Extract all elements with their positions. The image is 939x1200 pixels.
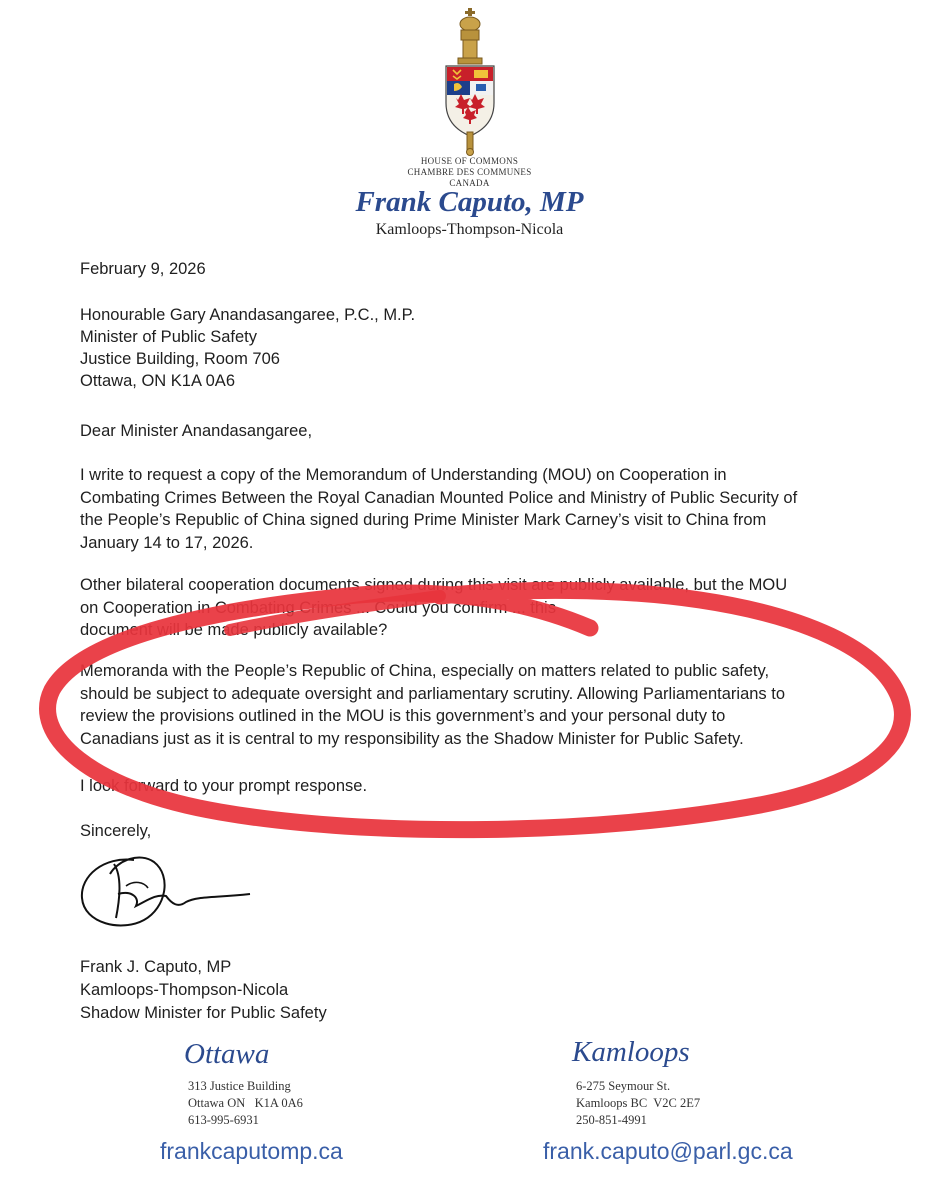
phone-number: 250-851-4991: [576, 1113, 647, 1127]
ottawa-office-address: [188, 1078, 303, 1129]
email-link[interactable]: frank.caputo@parl.gc.ca: [543, 1138, 793, 1164]
paragraph-line: should be subject to adequate oversight and parliamentary scrutiny. Allowing Parliamentarians to: [80, 684, 786, 703]
recipient-line: Justice Building, Room 706: [80, 350, 280, 368]
kamloops-office-title: Kamloops: [572, 1036, 690, 1068]
paragraph-line: Other bilateral cooperation documents signed during this visit are publicly available, but the MOU: [80, 576, 788, 594]
paragraph-line: Combating Crimes Between the Royal Canadian Mounted Police and Ministry of Public Security of: [80, 488, 798, 507]
sign-off: Sincerely,: [80, 822, 152, 840]
letter-date: February 9, 2026: [80, 260, 206, 278]
address-line: 6-275 Seymour St.: [576, 1079, 671, 1093]
paragraph-line: January 14 to 17, 2026.: [80, 533, 254, 552]
address-line: Kamloops BC V2C 2E7: [576, 1096, 701, 1110]
signer-name: Frank J. Caputo, MP: [80, 958, 232, 976]
handwritten-signature: [74, 846, 264, 942]
salutation: Dear Minister Anandasangaree,: [80, 422, 313, 440]
recipient-line: Ottawa, ON K1A 0A6: [80, 372, 235, 390]
website-link[interactable]: frankcaputomp.ca: [160, 1138, 343, 1164]
paragraph-availability: [80, 574, 880, 642]
house-name-fr: CHAMBRE DES COMMUNES: [407, 167, 532, 177]
phone-number: 613-995-6931: [188, 1113, 259, 1127]
address-line: 313 Justice Building: [188, 1079, 291, 1093]
paragraph-line: Memoranda with the People’s Republic of China, especially on matters related to public safety,: [80, 662, 770, 680]
kamloops-office-address: [576, 1078, 700, 1129]
paragraph-line: document will be made publicly available?: [80, 621, 388, 639]
recipient-line: Minister of Public Safety: [80, 328, 257, 346]
paragraph-line: on Cooperation in Combating Crimes ... Could you confirm ... this: [80, 598, 556, 617]
house-name-en: HOUSE OF COMMONS: [420, 156, 519, 166]
paragraph-oversight: [80, 660, 880, 750]
house-country: CANADA: [449, 178, 490, 188]
signer-title: Shadow Minister for Public Safety: [80, 1004, 327, 1022]
letterhead-mp-name: Frank Caputo, MP: [355, 186, 584, 218]
house-of-commons-crest-icon: [434, 8, 506, 156]
signer-riding: Kamloops-Thompson-Nicola: [80, 981, 289, 999]
closing-line: I look forward to your prompt response.: [80, 777, 368, 795]
signature-block: [80, 956, 327, 1025]
ottawa-office-title: Ottawa: [184, 1038, 270, 1070]
paragraph-request: [80, 464, 880, 554]
paragraph-line: I write to request a copy of the Memorandum of Understanding (MOU) on Cooperation in: [80, 466, 727, 484]
recipient-line: Honourable Gary Anandasangaree, P.C., M.P.: [80, 306, 416, 324]
paragraph-line: the People’s Republic of China signed during Prime Minister Mark Carney’s visit to China from: [80, 511, 767, 529]
paragraph-line: review the provisions outlined in the MOU is this government’s and your personal duty to: [80, 707, 726, 725]
recipient-address: [80, 304, 415, 392]
paragraph-line: Canadians just as it is central to my responsibility as the Shadow Minister for Public Safety.: [80, 729, 744, 748]
address-line: Ottawa ON K1A 0A6: [188, 1096, 303, 1110]
letterhead-riding: Kamloops-Thompson-Nicola: [375, 221, 564, 238]
